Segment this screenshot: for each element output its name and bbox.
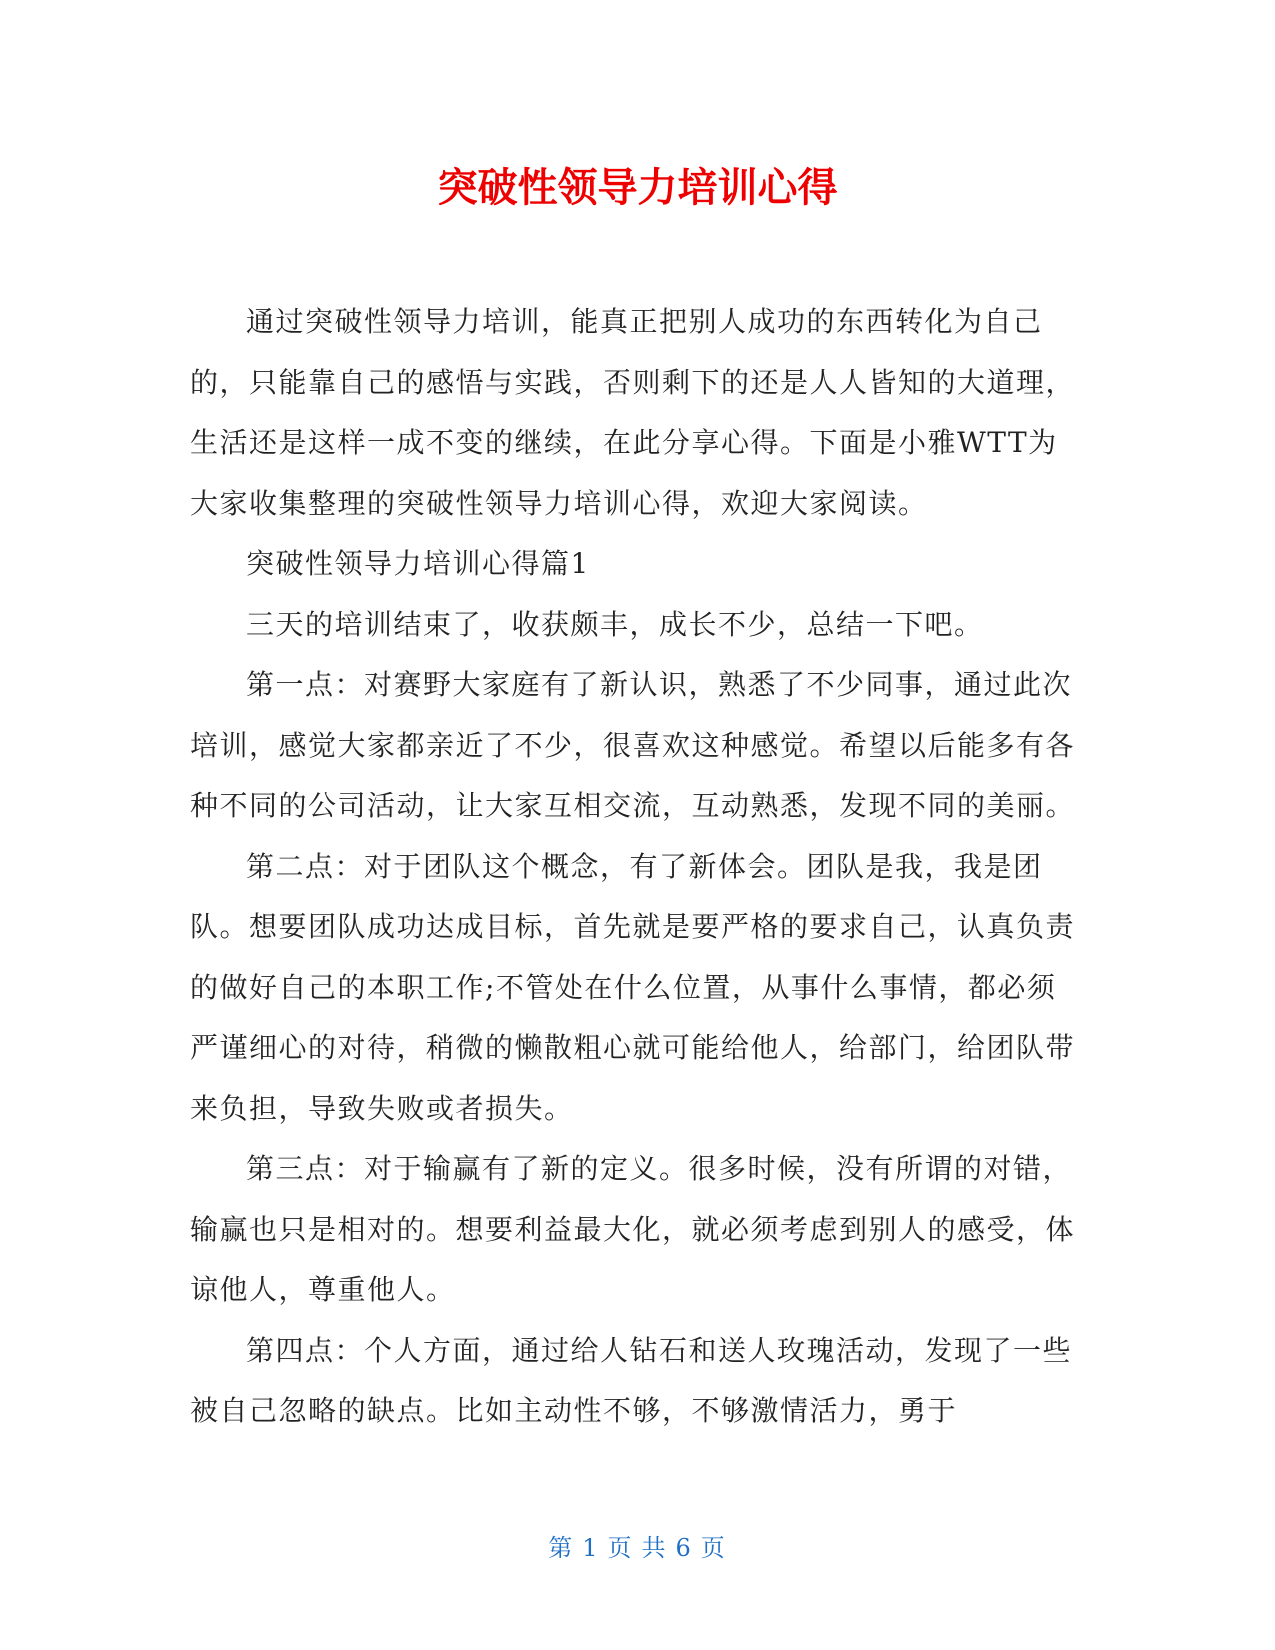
paragraph-intro: 通过突破性领导力培训，能真正把别人成功的东西转化为自己的，只能靠自己的感悟与实践，否则剩下的还是人人皆知的大道理，生活还是这样一成不变的继续，在此分享心得。下面是小雅WTT为大家收集整理的突破性领导力培训心得，欢迎大家阅读。 [190,305,1076,520]
footer-current-page: 1 [582,1534,600,1562]
footer-suffix: 页 [700,1534,727,1562]
paragraph-summary: 三天的培训结束了，收获颇丰，成长不少，总结一下吧。 [246,607,984,641]
footer-total-pages: 6 [675,1534,693,1562]
document-title: 突破性领导力培训心得 [437,165,838,211]
document-body [190,292,1075,1442]
page-footer [0,1532,1275,1564]
paragraph-point-two: 第二点：对于团队这个概念，有了新体会。团队是我，我是团队。想要团队成功达成目标，首先就是要严格的要求自己，认真负责的做好自己的本职工作;不管处在什么位置，从事什么事情，都必须严谨细心的对待，稍微的懒散粗心就可能给他人，给部门，给团队带来负担，导致失败或者损失。 [190,849,1076,1125]
paragraph-point-one: 第一点：对赛野大家庭有了新认识，熟悉了不少同事，通过此次培训，感觉大家都亲近了不少，很喜欢这种感觉。希望以后能多有各种不同的公司活动，让大家互相交流，互动熟悉，发现不同的美丽。 [190,668,1076,822]
paragraph-point-three: 第三点：对于输赢有了新的定义。很多时候，没有所谓的对错，输赢也只是相对的。想要利益最大化，就必须考虑到别人的感受，体谅他人，尊重他人。 [190,1152,1076,1306]
footer-page-word: 页 [607,1534,634,1562]
footer-total-word: 共 [641,1534,668,1562]
paragraph-point-four: 第四点：个人方面，通过给人钻石和送人玫瑰活动，发现了一些被自己忽略的缺点。比如主动性不够，不够激情活力，勇于 [190,1333,1073,1427]
paragraph-section-heading: 突破性领导力培训心得篇1 [246,547,590,580]
footer-prefix: 第 [548,1534,575,1562]
